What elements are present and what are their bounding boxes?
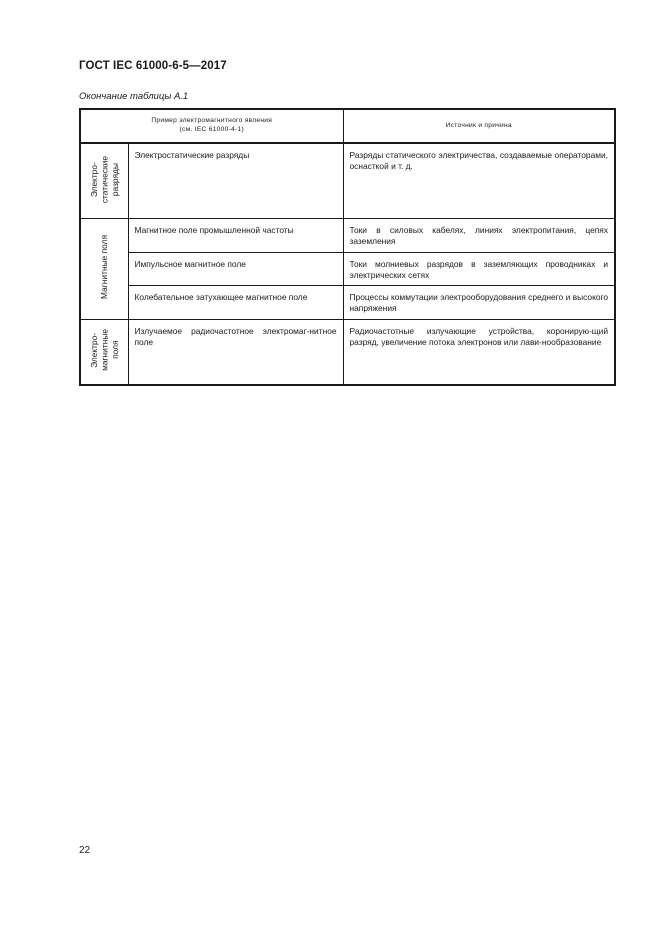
table-row <box>80 285 615 319</box>
phenomenon-cell: Импульсное магнитное поле <box>128 252 343 285</box>
table-row <box>80 218 615 252</box>
category-label: Электро- статические разряды <box>88 155 120 203</box>
page-number: 22 <box>79 845 91 856</box>
category-label: Магнитные поля <box>99 235 109 300</box>
table-row <box>80 252 615 285</box>
phenomenon-cell: Магнитное поле промышленной частоты <box>128 218 343 252</box>
table-caption: Окончание таблицы А.1 <box>79 91 189 102</box>
source-cell: Процессы коммутации электрооборудования среднего и высокого напряжения <box>343 285 615 319</box>
source-cell: Радиочастотные излучающие устройства, коронирую-щий разряд, увеличение потока электронов или лави-нообразование <box>343 319 615 385</box>
column-header-phenomenon: Пример электромагнитного явления (см. IEC 61000-4-1) <box>80 109 343 143</box>
category-cell <box>80 319 128 385</box>
column-header-source: Источник и причина <box>343 109 615 143</box>
table-row <box>80 143 615 218</box>
source-cell: Токи в силовых кабелях, линиях электропитания, цепях заземления <box>343 218 615 252</box>
category-label: Электро- магнитные поля <box>88 329 120 372</box>
phenomenon-cell: Электростатические разряды <box>128 143 343 218</box>
document-title: ГОСТ IEC 61000-6-5—2017 <box>79 60 227 72</box>
phenomenon-cell: Излучаемое радиочастотное электромаг-нитное поле <box>128 319 343 385</box>
table-row <box>80 319 615 385</box>
source-cell: Токи молниевых разрядов в заземляющих проводниках и электрических сетях <box>343 252 615 285</box>
category-cell <box>80 218 128 319</box>
category-cell <box>80 143 128 218</box>
table-header-row <box>80 109 615 143</box>
source-cell: Разряды статического электричества, создаваемые операторами, оснасткой и т. д. <box>343 143 615 218</box>
phenomenon-cell: Колебательное затухающее магнитное поле <box>128 285 343 319</box>
emc-phenomena-table <box>79 108 616 386</box>
